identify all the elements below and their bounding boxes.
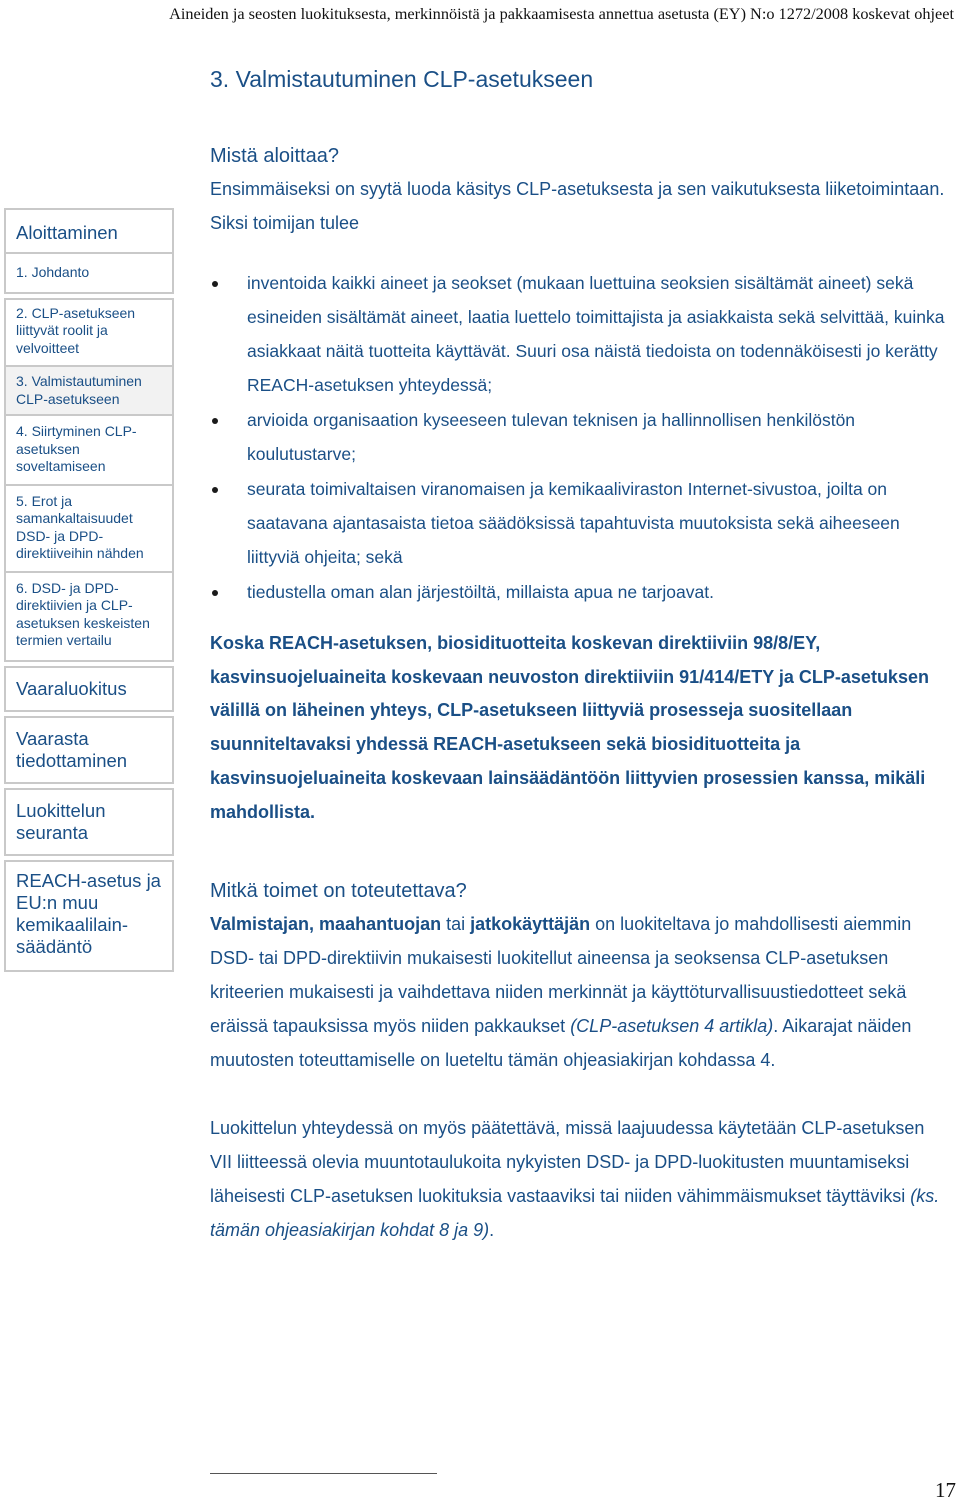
sidebar-nav [4, 208, 174, 976]
sidebar-item-chapter-2[interactable]: 2. CLP-asetukseen liittyvät roolit ja velvoitteet [4, 298, 174, 368]
conversion-paragraph [210, 1111, 950, 1247]
section-heading-mista-aloittaa: Mistä aloittaa? [210, 145, 339, 167]
sidebar-item-chapter-3[interactable]: 3. Valmistautuminen CLP-asetukseen [4, 367, 174, 416]
page-number: 17 [935, 1478, 956, 1502]
text: tai [441, 914, 471, 935]
reach-recommendation: Koska REACH-asetuksen, biosidituotteita koskevan direktiiviin 98/8/EY, kasvinsuojeluaineita koskevaan neuvoston direktiiviin 91/414/ETY ja CLP-asetuksen välillä on läheinen yhteys, CLP-asetukseen liittyviä prosesseja suositellaan suunniteltavaksi yhdessä REACH-asetukseen sekä biosidituotteita ja kasvinsuojeluaineita koskevaan lainsäädäntöön liittyvien prosessien kanssa, mikäli mahdollista. [210, 633, 929, 822]
text: on luokiteltava jo mahdollisesti aiemmin DSD- tai DPD-direktiivin mukaisesti luokitellut aineensa ja seoksensa CLP-asetuksen kriteerien mukaisesti ja vaihdettava niiden merkinnät ja käyttöturvallisuustiedotteet sekä eräissä tapauksissa myös niiden pakkaukset [210, 914, 912, 1037]
sidebar-item-johdanto[interactable]: 1. Johdanto [4, 254, 174, 294]
article-reference: (CLP-asetuksen 4 artikla) [570, 1016, 774, 1037]
obligations-paragraph [210, 907, 950, 1077]
text: . Aikarajat näiden muutosten toteuttamiselle on lueteltu tämän ohjeasiakirjan kohdassa 4. [210, 1016, 912, 1071]
list-item: tiedustella oman alan järjestöiltä, millaista apua ne tarjoavat. [210, 575, 950, 609]
intro-lead-in: Siksi toimijan tulee [210, 213, 360, 233]
text: . [489, 1220, 495, 1241]
running-header: Aineiden ja seosten luokituksesta, merkinnöistä ja pakkaamisesta annettua asetusta (EY) N:o 1272/2008 koskevat ohjeet [169, 4, 954, 23]
list-item: inventoida kaikki aineet ja seokset (mukaan luettuina seoksien sisältämät aineet) sekä esineiden sisältämät aineet, laatia luettelo toimittajista ja asiakkaista sekä selvittää, kuinka asiakkaat näitä tuotteita käyttävät. Suuri osa näistä tiedoista on todennäköisesti jo kerätty REACH-asetuksen yhteydessä; [210, 266, 950, 402]
intro-paragraph: Ensimmäiseksi on syytä luoda käsitys CLP-asetuksesta ja sen vaikutuksesta liiketoimintaan. [210, 179, 945, 199]
section-heading-mitka-toimet: Mitkä toimet on toteutettava? [210, 880, 467, 903]
chapter-title: 3. Valmistautuminen CLP-asetukseen [210, 66, 594, 92]
bold-text: jatkokäyttäjän [470, 914, 591, 935]
sidebar-chapter-group [4, 298, 174, 662]
text: Luokittelun yhteydessä on myös päätettävä, missä laajuudessa käytetään CLP-asetuksen VII liitteessä olevia muuntotaulukoita nykyisten DSD- ja DPD-luokitusten muuntamiseksi läheisesti CLP-asetuksen luokituksia vastaaviksi tai niiden vähimmäismukset täyttäviksi [210, 1118, 925, 1207]
sidebar-item-luokittelun-seuranta[interactable]: Luokittelun seuranta [4, 788, 174, 856]
sidebar-item-aloittaminen[interactable]: Aloittaminen [4, 208, 174, 254]
section-reference: (ks. tämän ohjeasiakirjan kohdat 8 ja 9) [210, 1186, 940, 1241]
intro-text [210, 172, 950, 240]
sidebar-item-chapter-4[interactable]: 4. Siirtyminen CLP-asetuksen soveltamiseen [4, 416, 174, 486]
sidebar-item-vaaraluokitus[interactable]: Vaaraluokitus [4, 666, 174, 712]
sidebar-item-chapter-5[interactable]: 5. Erot ja samankaltaisuudet DSD- ja DPD-direktiiveihin nähden [4, 486, 174, 573]
bold-text: Valmistajan, maahantuojan [210, 914, 442, 935]
list-item: seurata toimivaltaisen viranomaisen ja kemikaaliviraston Internet-sivustoa, joilta on saatavana ajantasaista tietoa säädöksissä tapahtuvista muutoksista sekä aiheeseen liittyviä ohjeita; sekä [210, 472, 950, 574]
footer-divider [210, 1473, 437, 1474]
main-content [210, 140, 950, 1247]
list-item: arvioida organisaation kyseeseen tulevan teknisen ja hallinnollisen henkilöstön koulutustarve; [210, 403, 950, 471]
sidebar-item-vaarasta-tiedottaminen[interactable]: Vaarasta tiedottaminen [4, 716, 174, 784]
sidebar-item-reach[interactable]: REACH-asetus ja EU:n muu kemikaalilain-säädäntö [4, 860, 174, 972]
sidebar-start-group [4, 208, 174, 294]
action-list [210, 266, 950, 609]
sidebar-item-chapter-6[interactable]: 6. DSD- ja DPD-direktiivien ja CLP-asetuksen keskeisten termien vertailu [4, 573, 174, 662]
